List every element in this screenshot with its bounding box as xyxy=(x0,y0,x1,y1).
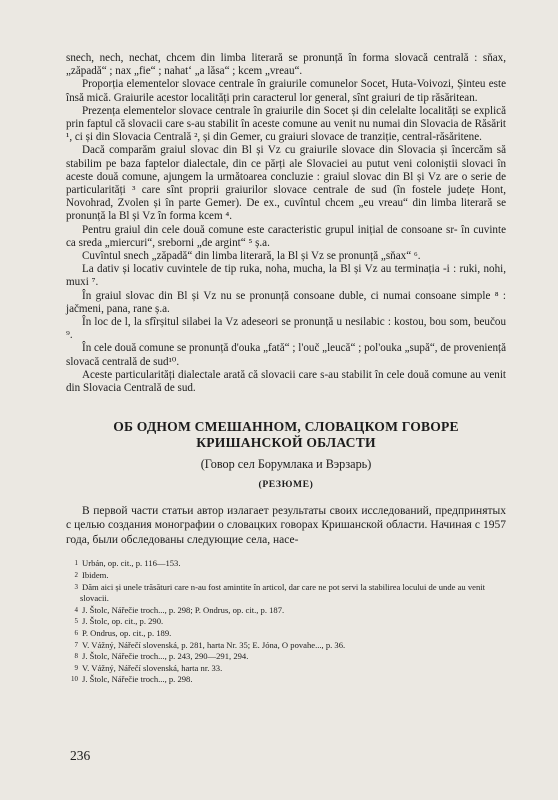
page-number: 236 xyxy=(70,748,91,763)
footnote: 4 J. Štolc, Nářečie troch..., p. 298; P. Ondrus, op. cit., p. 187. xyxy=(74,604,285,615)
article-title: ОБ ОДНОМ СМЕШАННОМ, СЛОВАЦКОМ ГОВОРЕ КРИШАНСКОЙ ОБЛАСТИ xyxy=(113,419,459,451)
paragraph: În graiul slovac din Bl și Vz nu se pronunță consoane duble, ci numai consoane simple ⁸ : jačmeni, pana, rane ș.a. xyxy=(66,289,506,315)
footnote: 6 P. Ondrus, op. cit., p. 189. xyxy=(74,627,172,638)
footnote: 1 Urbán, op. cit., p. 116—153. xyxy=(74,558,181,569)
paragraph: snech, nech, nechat, chcem din limba literară se pronunță în forma slovacă centrală : sňax, „zăpadă“ ; nax „fie“ ; nahat‘ „a lăsa“ ; kcem „vreau“. xyxy=(66,52,506,78)
paragraph: Aceste particularități dialectale arată că slovacii care s-au stabilit în cele două comune au venit din Slovacia Centrală de sud. xyxy=(66,368,506,395)
paragraph: Pentru graiul din cele două comune este caracteristic grupul inițial de consoane sr- în cuvinte ca sreda „miercuri“, sreborni „de argint“ ⁵ ș.a. xyxy=(66,223,506,249)
summary-paragraph: В первой части статьи автор излагает результаты своих исследований, предпринятых с целью создания монографии о словацких говорах Кришанской области. Начиная с 1957 года, были обследованы следующие села, насе- xyxy=(66,505,506,546)
paragraph: Proporția elementelor slovace centrale în graiurile comunelor Socet, Huta-Voivozi, Șinteu este însă mică. Graiurile acestor localități prin caracterul lor general, sînt graiuri de tip răsăritean. xyxy=(66,78,506,104)
footnote: 9 V. Vážný, Nářečí slovenská, harta nr. 33. xyxy=(74,662,223,673)
footnote: 8 J. Štolc, Nářečie troch..., p. 243, 290—291, 294. xyxy=(74,651,249,662)
body-text xyxy=(66,52,506,395)
article-subtitle: (Говор сел Борумлака и Вэрзарь) xyxy=(200,457,372,472)
paragraph: Cuvîntul snech „zăpadă“ din limba literară, la Bl și Vz se pronunță „sňax“ ⁶. xyxy=(82,250,421,263)
footnote: 10 J. Štolc, Nářečie troch..., p. 298. xyxy=(71,674,193,685)
footnote: 7 V. Vážný, Nářečí slovenská, p. 281, harta Nr. 35; E. Jóna, O povahe..., p. 36. xyxy=(74,639,346,650)
footnote: 2 Ibidem. xyxy=(74,569,109,580)
footnote: 3 Dăm aici și unele trăsături care n-au fost amintite în articol, dar care ne pot servi la stabilirea locului de unde au venit slovacii. xyxy=(74,581,486,604)
footnotes xyxy=(66,558,506,686)
paragraph: În cele două comune se pronunță d'ouka „fată“ ; l'ouč „leucă“ ; pol'ouka „supă“, de proveniență slovacă centrală de sud¹⁰. xyxy=(66,342,506,368)
paragraph: La dativ și locativ cuvintele de tip ruka, noha, mucha, la Bl și Vz au terminația -i : ruki, nohi, muxi ⁷. xyxy=(66,263,506,289)
paragraph: Dacă comparăm graiul slovac din Bl și Vz cu graiurile slovace din Slovacia și încercăm să stabilim pe baza faptelor dialectale, din ce părți ale Slovaciei au putut veni coloniștii slovaci în aceste două comune, ajungem la următoarea concluzie : graiul slovac din Bl și Vz are o serie de particularități ³ care sînt proprii graiurilor slovace centrale de sud (în fostele județe Hont, Novohrad, Zvolen și în parte Gemer). De ex., cuvîntul chcem „eu vreau“ din limba literară se pronunță la Bl și Vz în forma kcem ⁴. xyxy=(66,144,506,223)
paragraph: În loc de l, la sfîrșitul silabei la Vz adeseori se pronunță u nesilabic : kostou, bou som, beučou ⁹. xyxy=(66,316,506,342)
footnote: 5 J. Štolc, op. cit., p. 290. xyxy=(74,616,164,627)
paragraph: Prezența elementelor slovace centrale în graiurile din Socet și din celelalte localități se explică prin faptul că slovacii care s-au stabilit în aceste comune au venit nu numai din Slovacia de Răsărit ¹, ci și din Slovacia Centrală ², și din Gemer, cu graiuri slovace de tranziție, central-răsăritene. xyxy=(66,104,506,144)
resume-label: (РЕЗЮМЕ) xyxy=(258,479,314,491)
